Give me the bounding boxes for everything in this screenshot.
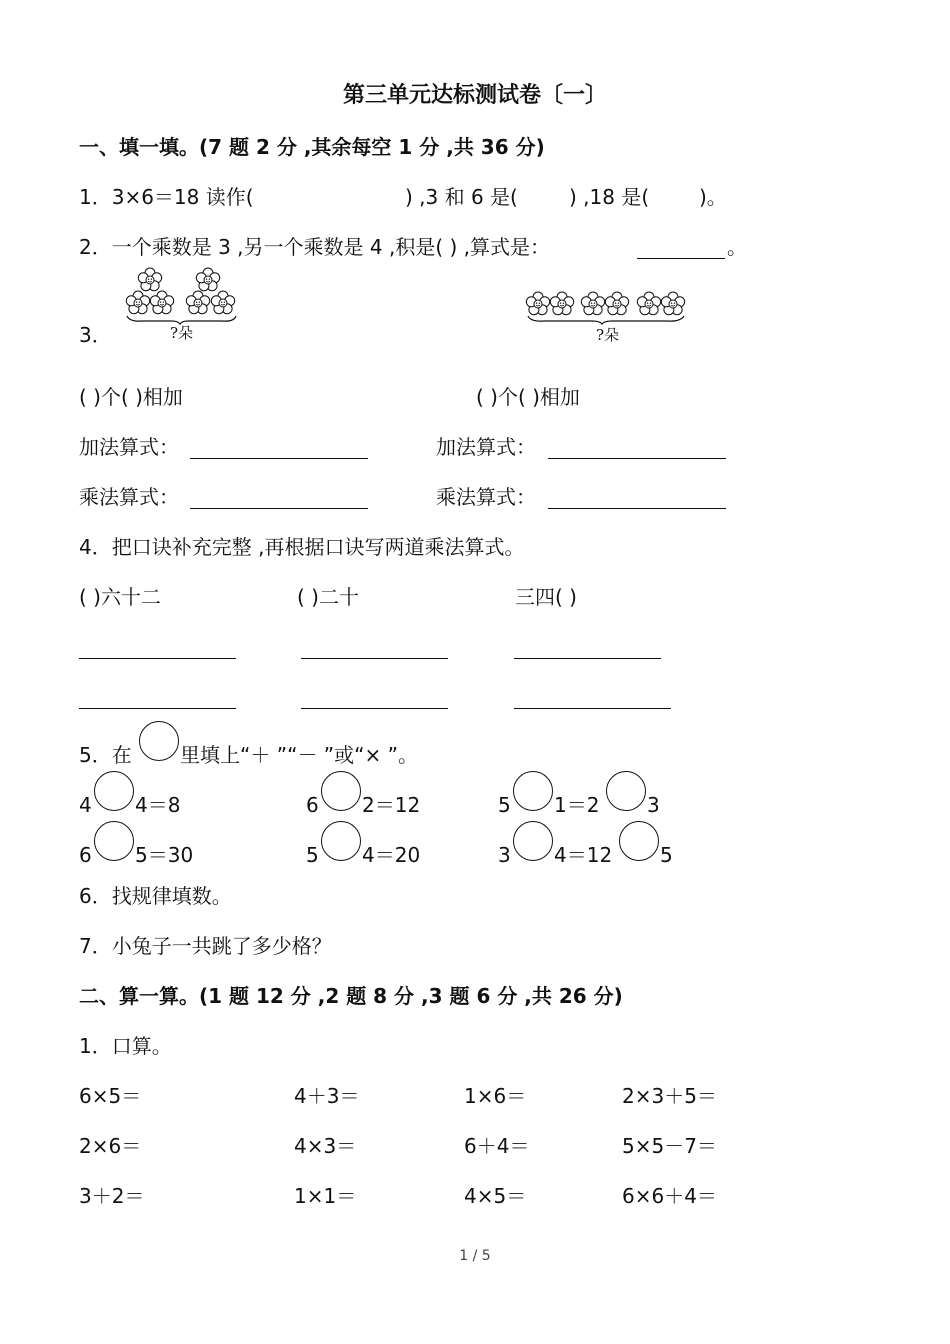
answer-blank[interactable] (637, 258, 725, 259)
answer-blank[interactable] (79, 658, 236, 659)
flower-icon (211, 291, 234, 314)
operator-circle[interactable] (513, 821, 553, 861)
question-5-suffix: 里填上“＋ ”“－ ”或“× ”。 (180, 743, 418, 767)
oral-calc-item: 4＋3＝ (294, 1084, 360, 1108)
fill-right: ( )个( )相加 (476, 385, 580, 409)
addition-label-right: 加法算式： (436, 435, 536, 459)
operand: 5 (306, 843, 319, 867)
operator-circle[interactable] (321, 771, 361, 811)
oral-calc-item: 2×6＝ (79, 1134, 142, 1158)
answer-blank[interactable] (548, 458, 726, 459)
operator-circle[interactable] (94, 771, 134, 811)
rhyme-item: 三四( ) (515, 585, 577, 609)
flower-icon (196, 268, 219, 291)
oral-calc-item: 5×5－7＝ (622, 1134, 717, 1158)
oral-calc-item: 1×1＝ (294, 1184, 357, 1208)
rhyme-item: ( )二十 (297, 585, 359, 609)
flower-icon (605, 292, 628, 315)
question-5-prefix: 5．在 (79, 743, 132, 767)
flower-icon (186, 291, 209, 314)
answer-blank[interactable] (514, 708, 671, 709)
operand: 4 (79, 793, 92, 817)
oral-calc-item: 3＋2＝ (79, 1184, 145, 1208)
answer-blank[interactable] (514, 658, 661, 659)
operand: 4＝20 (362, 843, 421, 867)
operand: 1＝2 (554, 793, 600, 817)
question-1-part-d: )。 (699, 185, 727, 209)
multiplication-label-right: 乘法算式： (436, 485, 536, 509)
oral-calc-item: 4×5＝ (464, 1184, 527, 1208)
flower-icon (126, 291, 149, 314)
answer-blank[interactable] (301, 658, 448, 659)
section-2-heading: 二、算一算。(1 题 12 分 ,2 题 8 分 ,3 题 6 分 ,共 26 分) (79, 984, 623, 1008)
operand: 6 (306, 793, 319, 817)
operator-circle[interactable] (606, 771, 646, 811)
oral-calc-item: 2×3＋5＝ (622, 1084, 717, 1108)
multiplication-label-left: 乘法算式： (79, 485, 179, 509)
flower-icon (138, 268, 161, 291)
operand: 6 (79, 843, 92, 867)
flower-icon (550, 292, 573, 315)
right-picture-label: ?朵 (596, 326, 620, 344)
section-1-heading: 一、填一填。(7 题 2 分 ,其余每空 1 分 ,共 36 分) (79, 135, 545, 159)
oral-calc-item: 6×6＋4＝ (622, 1184, 717, 1208)
section-2-question-1: 1．口算。 (79, 1034, 172, 1058)
operator-circle[interactable] (513, 771, 553, 811)
page-title: 第三单元达标测试卷〔一〕 (342, 83, 607, 108)
oral-calc-item: 6×5＝ (79, 1084, 142, 1108)
question-4-text: 4．把口诀补充完整 ,再根据口诀写两道乘法算式。 (79, 535, 525, 559)
operand: 5 (660, 843, 673, 867)
operand: 5＝30 (135, 843, 194, 867)
flower-icon (581, 292, 604, 315)
question-1-part-c: ) ,18 是( (569, 185, 650, 209)
operand: 4＝8 (135, 793, 181, 817)
oral-calc-item: 1×6＝ (464, 1084, 527, 1108)
flower-icon (150, 291, 173, 314)
operand: 5 (498, 793, 511, 817)
flower-group-right (522, 286, 692, 326)
question-3-label: 3． (79, 323, 112, 347)
operator-circle[interactable] (94, 821, 134, 861)
answer-blank[interactable] (301, 708, 448, 709)
oral-calc-item: 6＋4＝ (464, 1134, 530, 1158)
question-2-end: 。 (727, 235, 747, 259)
fill-left: ( )个( )相加 (79, 385, 183, 409)
addition-label-left: 加法算式： (79, 435, 179, 459)
flower-icon (637, 292, 660, 315)
brace (528, 316, 684, 324)
brace (127, 316, 236, 324)
flower-icon (661, 292, 684, 315)
flower-icon (526, 292, 549, 315)
operand: 2＝12 (362, 793, 421, 817)
operand: 4＝12 (554, 843, 613, 867)
operand: 3 (498, 843, 511, 867)
question-1-part-b: ) ,3 和 6 是( (405, 185, 518, 209)
oral-calc-item: 4×3＝ (294, 1134, 357, 1158)
left-picture-label: ?朵 (170, 324, 194, 342)
answer-blank[interactable] (548, 508, 726, 509)
question-6-text: 6．找规律填数。 (79, 884, 232, 908)
answer-blank[interactable] (190, 458, 368, 459)
operator-circle-example (139, 721, 179, 761)
question-2-text: 2．一个乘数是 3 ,另一个乘数是 4 ,积是( ) ,算式是： (79, 235, 550, 259)
question-1-part-a: 1．3×6＝18 读作( (79, 185, 254, 209)
answer-blank[interactable] (190, 508, 368, 509)
question-7-text: 7．小兔子一共跳了多少格？ (79, 934, 332, 958)
operand: 3 (647, 793, 660, 817)
operator-circle[interactable] (321, 821, 361, 861)
page-number: 1 / 5 (459, 1248, 491, 1264)
operator-circle[interactable] (619, 821, 659, 861)
answer-blank[interactable] (79, 708, 236, 709)
rhyme-item: ( )六十二 (79, 585, 161, 609)
